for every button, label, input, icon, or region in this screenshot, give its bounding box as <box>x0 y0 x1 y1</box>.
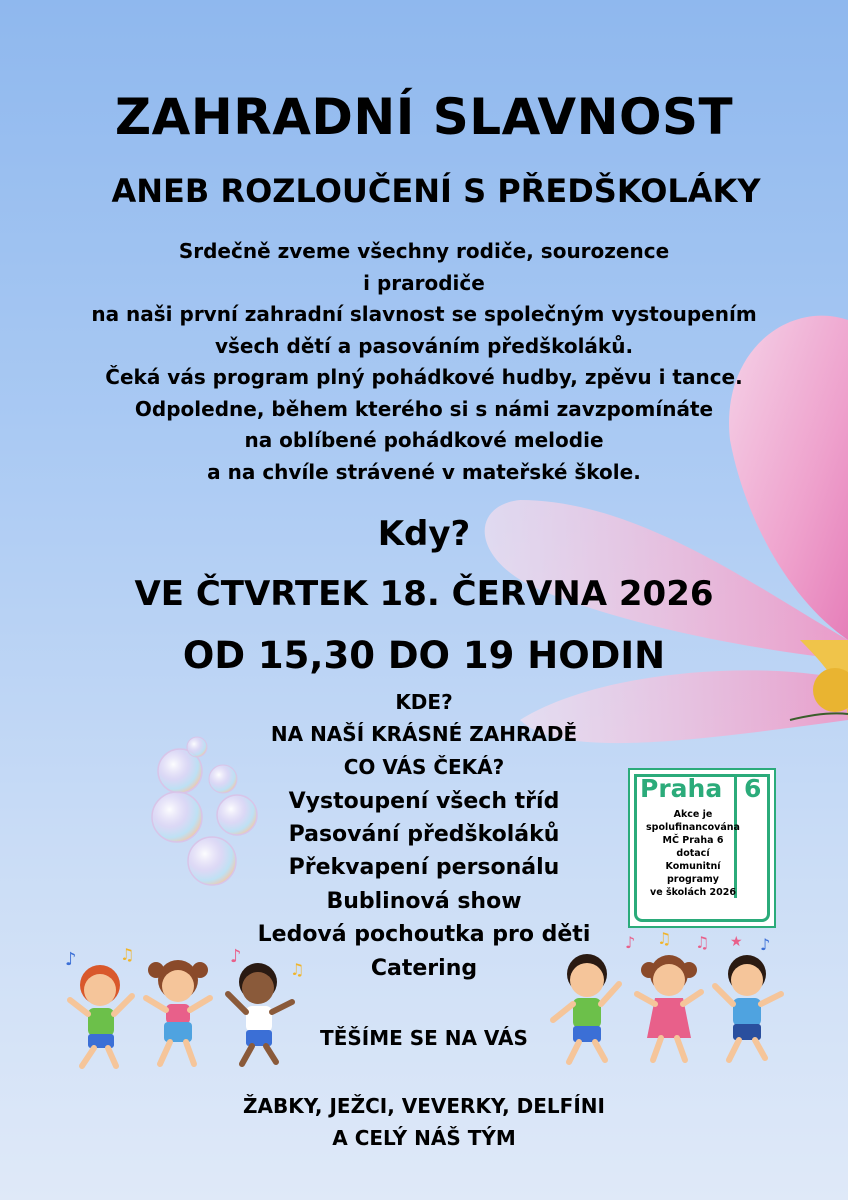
intro-line: a na chvíle strávené v mateřské škole. <box>207 459 641 484</box>
praha6-logo <box>628 768 776 928</box>
program-item: Bublinová show <box>326 889 522 914</box>
event-location: NA NAŠÍ KRÁSNÉ ZAHRADĚ <box>270 722 578 746</box>
when-heading: Kdy? <box>377 514 471 554</box>
intro-line: všech dětí a pasováním předškoláků. <box>214 333 634 358</box>
svg-text:♫: ♫ <box>657 930 672 948</box>
dancing-kids-right-illustration <box>545 930 795 1070</box>
logo-note-line: Akce je <box>673 809 713 820</box>
invitation-text <box>0 236 848 488</box>
logo-note-line: ve školách 2026 <box>650 887 736 898</box>
program-item: Vystoupení všech tříd <box>288 789 560 814</box>
dancing-kids-left-illustration <box>60 940 310 1075</box>
svg-text:♫: ♫ <box>120 945 135 964</box>
intro-line: Odpoledne, během kterého si s námi zavzpomínáte <box>134 396 714 421</box>
svg-text:♪: ♪ <box>230 946 242 967</box>
logo-note-line: MČ Praha 6 <box>662 835 724 846</box>
intro-line: na naši první zahradní slavnost se společným vystoupením <box>91 302 757 326</box>
closing-text: TĚŠÍME SE NA VÁS <box>320 1026 528 1050</box>
where-heading: KDE? <box>395 690 453 714</box>
signature-line: A CELÝ NÁŠ TÝM <box>332 1126 516 1150</box>
intro-line: Srdečně zveme všechny rodiče, sourozence <box>178 239 670 263</box>
logo-note-line: dotací <box>676 848 710 859</box>
svg-text:♫: ♫ <box>695 933 710 952</box>
logo-name: Praha <box>640 774 723 803</box>
logo-note-line: Komunitní <box>665 861 721 872</box>
program-item: Překvapení personálu <box>288 855 560 880</box>
logo-note-line: spolufinancována <box>646 822 740 833</box>
svg-text:♪: ♪ <box>760 935 771 954</box>
logo-note <box>634 808 752 899</box>
event-time: OD 15,30 DO 19 HODIN <box>182 634 666 677</box>
event-date: VE ČTVRTEK 18. ČERVNA 2026 <box>134 574 714 614</box>
svg-text:♪: ♪ <box>65 949 77 970</box>
logo-note-line: programy <box>667 874 719 885</box>
svg-text:♪: ♪ <box>625 933 636 952</box>
program-heading: CO VÁS ČEKÁ? <box>343 755 505 779</box>
program-item: Ledová pochoutka pro děti <box>257 922 591 947</box>
page-title: ZAHRADNÍ SLAVNOST <box>114 88 734 146</box>
program-item: Catering <box>370 956 478 981</box>
intro-line: na oblíbené pohádkové melodie <box>244 428 604 452</box>
svg-text:♫: ♫ <box>290 960 305 979</box>
program-item: Pasování předškoláků <box>288 822 560 847</box>
intro-line: Čeká vás program plný pohádkové hudby, zpěvu i tance. <box>105 365 743 389</box>
bubbles-illustration <box>145 735 270 890</box>
signature-line: ŽABKY, JEŽCI, VEVERKY, DELFÍNI <box>243 1094 605 1118</box>
page-subtitle: ANEB ROZLOUČENÍ S PŘEDŠKOLÁKY <box>111 172 761 210</box>
intro-line: i prarodiče <box>363 270 485 295</box>
logo-number: 6 <box>744 774 762 803</box>
svg-text:★: ★ <box>730 934 743 950</box>
